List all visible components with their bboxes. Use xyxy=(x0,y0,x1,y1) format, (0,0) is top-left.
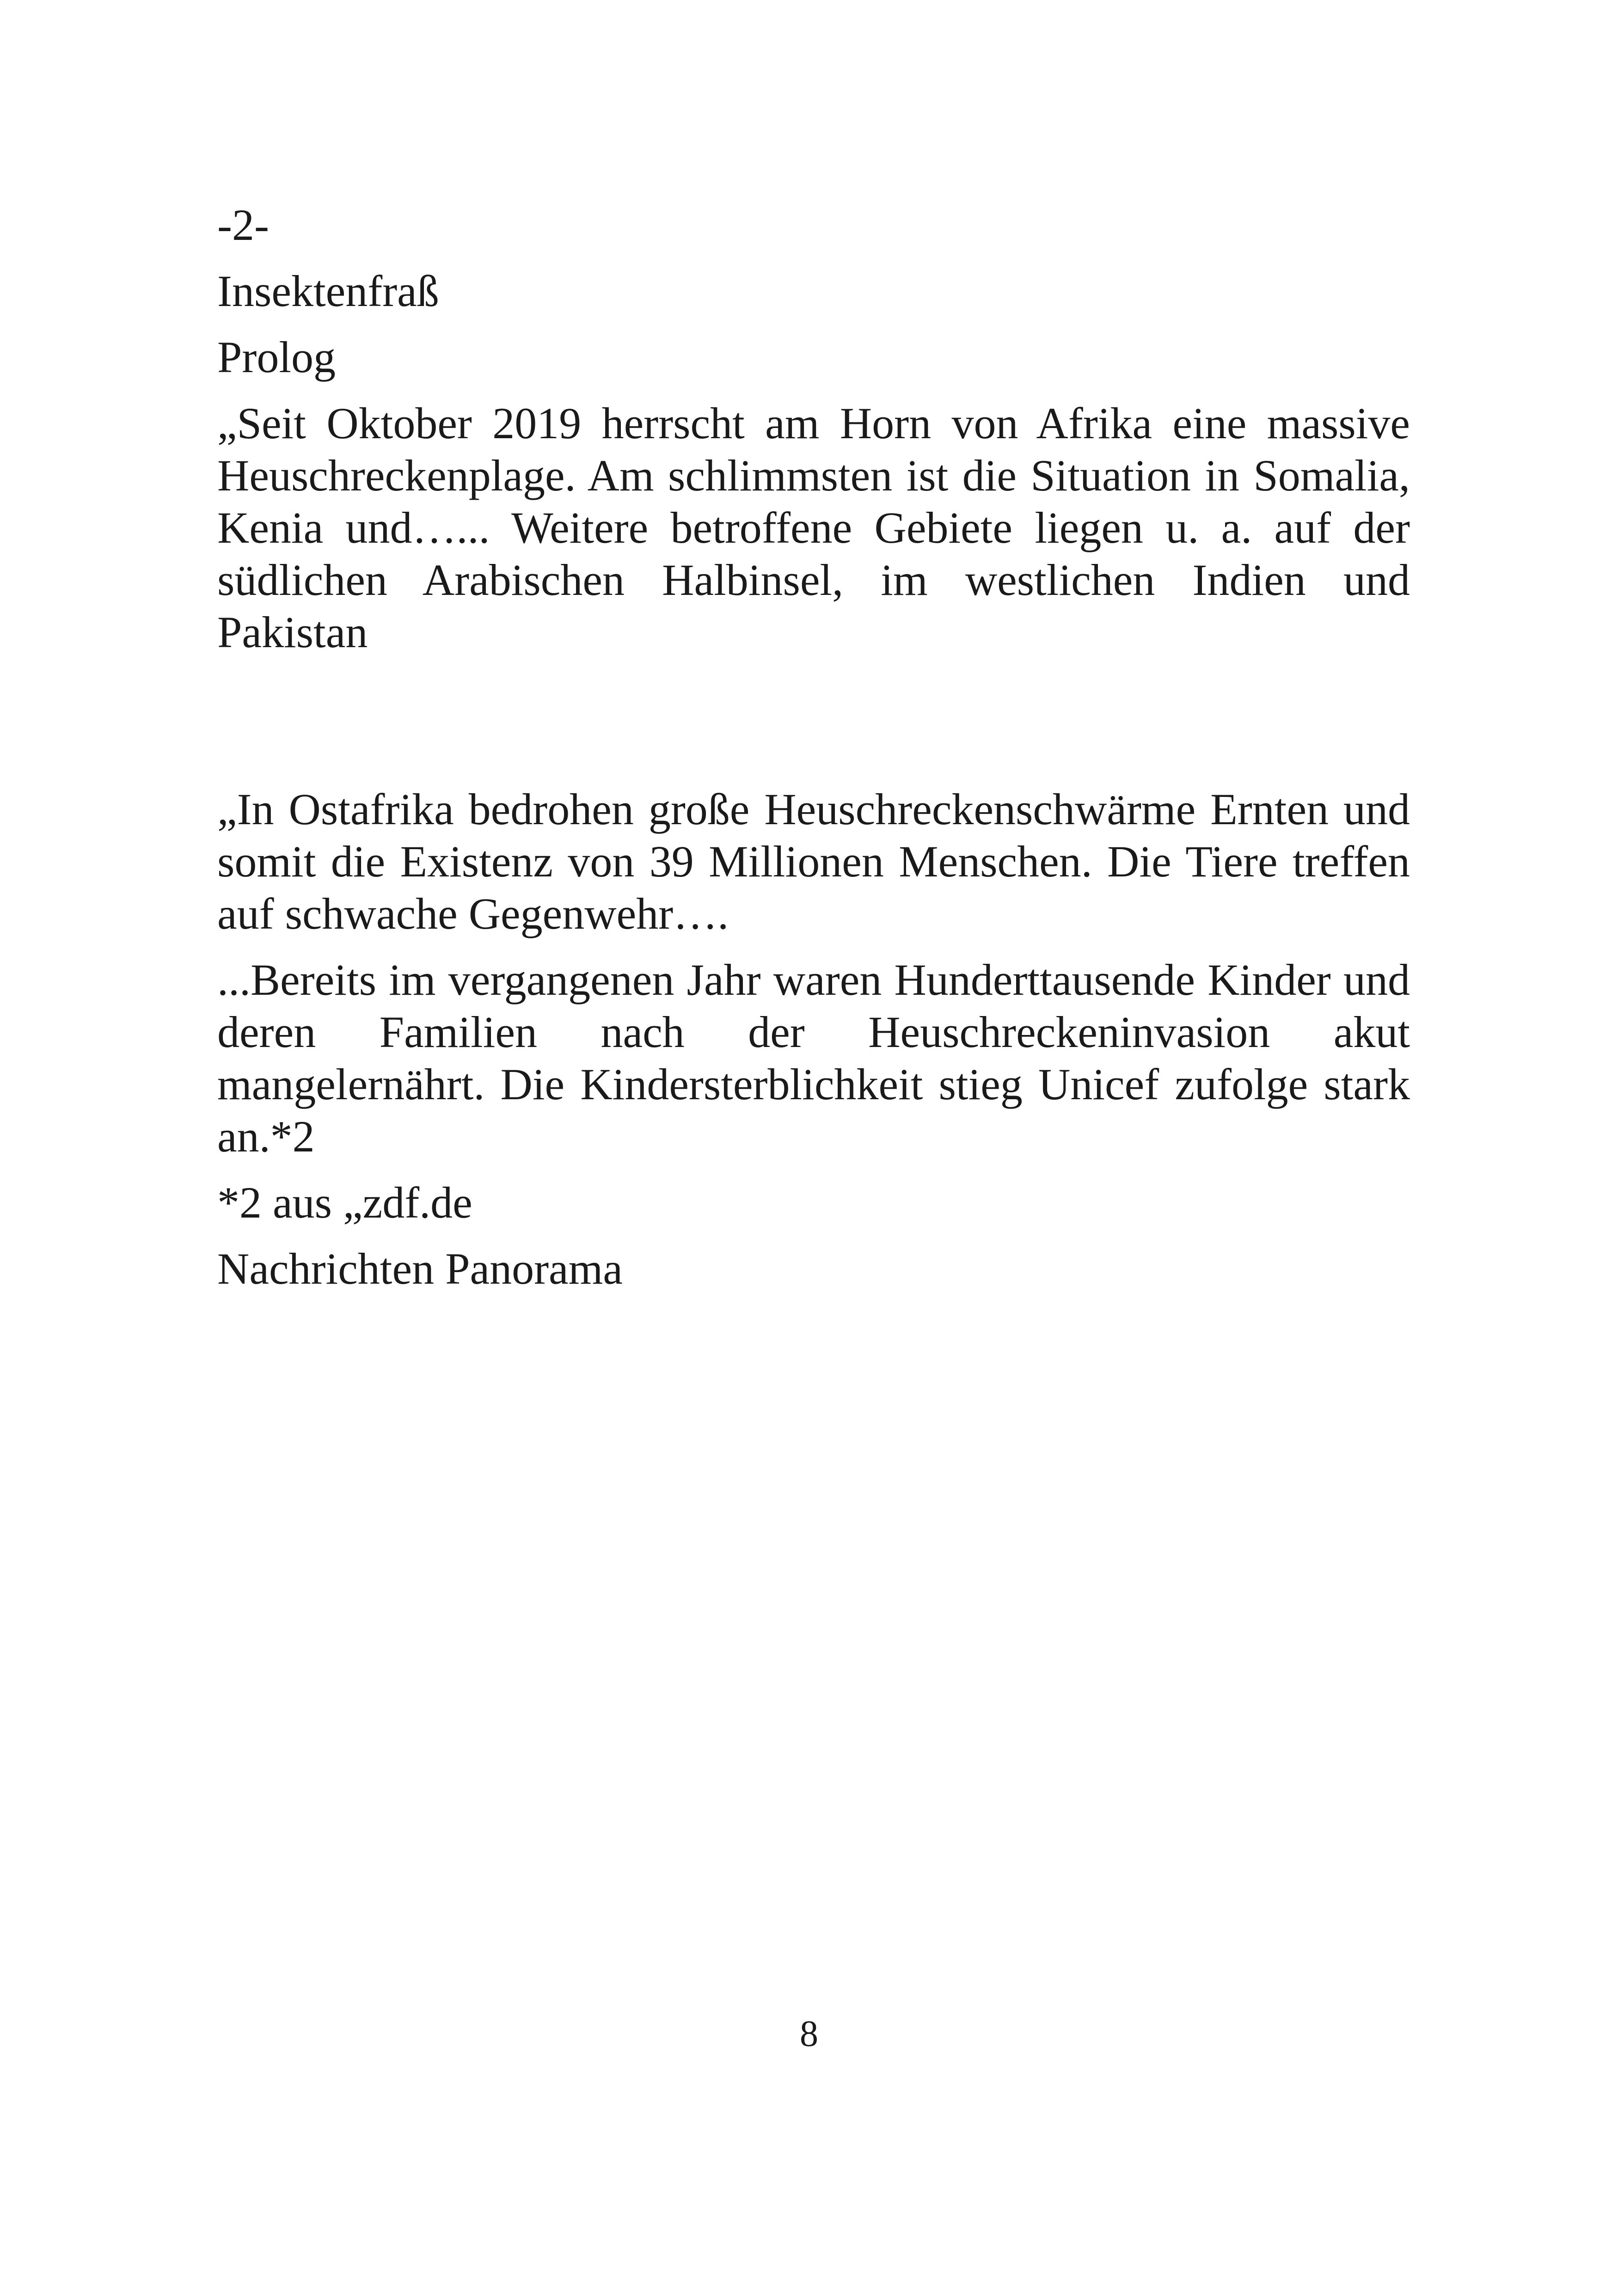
footnote: *2 aus „zdf.de xyxy=(217,1178,472,1227)
body-paragraph-2: „In Ostafrika bedrohen große Heuschreckenschwärme Ernten und somit die Existenz von 39 Millionen Menschen. Die Tiere treffen auf schwache Gegenwehr…. xyxy=(217,784,1410,938)
source-line: Nachrichten Panorama xyxy=(217,1244,623,1293)
chapter-marker: -2- xyxy=(217,200,269,250)
page-number: 8 xyxy=(800,2014,818,2054)
body-paragraph-3: ...Bereits im vergangenen Jahr waren Hunderttausende Kinder und deren Familien nach der Heuschreckeninvasion akut mangelernährt. Die Kindersterblichkeit stieg Unicef zufolge stark an.*2 xyxy=(217,955,1410,1161)
body-paragraph-1: „Seit Oktober 2019 herrscht am Horn von Afrika eine massive Heuschreckenplage. Am schlimmsten ist die Situation in Somalia, Kenia und…... Weitere betroffene Gebiete liegen u. a. auf der südlichen Arabischen Halbinsel, im westlichen Indien und Pakistan xyxy=(217,398,1410,657)
chapter-title: Insektenfraß xyxy=(217,266,439,316)
page-content xyxy=(217,199,1410,1295)
section-heading: Prolog xyxy=(217,332,336,382)
